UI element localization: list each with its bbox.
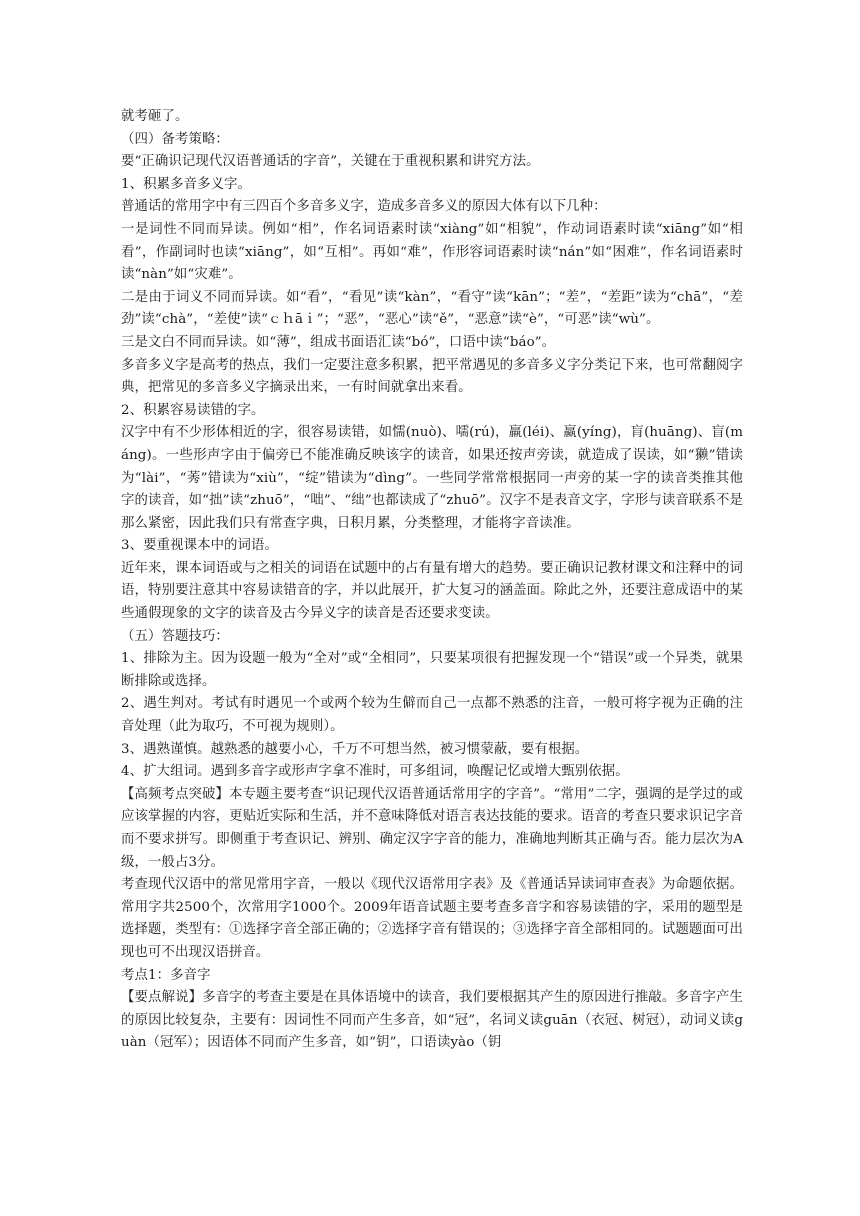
paragraph: 汉字中有不少形体相近的字，很容易读错，如懦(nuò)、嚅(rú)，羸(léi)、赢(yíng)，肓(huāng)、盲(máng)。一些形声字由于偏旁已不能准确反映该字的读音，如果还按声旁读，就造成了误读，如“獭”错读为“lài”，“莠”错读为“xiù”，“绽”错读为“dìng”。一些同学常常根据同一声旁的某一字的读音类推其他字的读音，如“拙”读“zhuō”，“咄”、“绌”也都读成了“zhuō”。汉字不是表音文字，字形与读音联系不是那么紧密，因此我们只有常查字典，日积月累，分类整理，才能将字音读准。	[121, 425, 743, 531]
subheading: 3、要重视课本中的词语。	[121, 538, 279, 554]
section-heading-tips: （五）答题技巧：	[121, 628, 229, 644]
list-item: 1、排除为主。因为设题一般为“全对”或“全相同”，只要某项很有把握发现一个“错误”或一个异类，就果断排除或选择。	[121, 651, 743, 689]
list-item: 3、遇熟谨慎。越熟悉的越要小心，千万不可想当然，被习惯蒙蔽，要有根据。	[121, 741, 589, 757]
paragraph: 【高频考点突破】本专题主要考查“识记现代汉语普通话常用字的字音”。“常用”二字，强调的是学过的或应该掌握的内容，更贴近实际和生活，并不意味降低对语言表达技能的要求。语音的考查只要求识记字音而不要求拼写。即侧重于考查识记、辨别、确定汉字字音的能力，准确地判断其正确与否。能力层次为A级，一般占3分。	[121, 786, 743, 870]
paragraph: 三是文白不同而异读。如“薄”，组成书面语汇读“bó”，口语中读“báo”。	[121, 334, 556, 350]
paragraph: 【要点解说】多音字的考查主要是在具体语境中的读音，我们要根据其产生的原因进行推敲。多音字产生的原因比较复杂，主要有：因词性不同而产生多音，如“冠”，名词义读guān（衣冠、树冠），动词义读guàn（冠军）；因语体不同而产生多音，如“钥”，口语读yào（钥	[121, 990, 743, 1051]
paragraph: 普通话的常用字中有三四百个多音多义字，造成多音多义的原因大体有以下几种：	[121, 199, 607, 215]
document-body	[121, 106, 743, 1055]
paragraph: 近年来，课本词语或与之相关的词语在试题中的占有量有增大的趋势。要正确识记教材课文和注释中的词语，特别要注意其中容易读错音的字，并以此展开，扩大复习的涵盖面。除此之外，还要注意成语中的某些通假现象的文字的读音及古今异义字的读音是否还要求变读。	[121, 560, 743, 622]
subheading: 2、积累容易读错的字。	[121, 402, 265, 418]
paragraph: 多音多义字是高考的热点，我们一定要注意多积累，把平常遇见的多音多义字分类记下来，也可常翻阅字典，把常见的多音多义字摘录出来，一有时间就拿出来看。	[121, 357, 743, 396]
paragraph: 要“正确识记现代汉语普通话的字音”，关键在于重视积累和讲究方法。	[121, 154, 540, 170]
subheading: 考点1：多音字	[121, 967, 211, 983]
list-item: 2、遇生判对。考试有时遇见一个或两个较为生僻而自己一点都不熟悉的注音，一般可将字视为正确的注音处理（此为取巧，不可视为规则）。	[121, 696, 743, 735]
paragraph-continuation: 就考砸了。	[121, 109, 189, 124]
list-item: 4、扩大组词。遇到多音字或形声字拿不准时，可多组词，唤醒记忆或增大甄别依据。	[121, 764, 629, 780]
paragraph: 考查现代汉语中的常见常用字音，一般以《现代汉语常用字表》及《普通话异读词审查表》为命题依据。常用字共2500个，次常用字1000个。2009年语音试题主要考查多音字和容易读错的字，采用的题型是选择题，类型有：①选择字音全部正确的；②选择字音有错误的；③选择字音全部相同的。试题题面可出现也可不出现汉语拼音。	[121, 877, 743, 960]
paragraph: 一是词性不同而异读。例如“相”，作名词语素时读“xiàng”如“相貌”，作动词语素时读“xiāng”如“相看”，作副词时也读“xiāng”，如“互相”。再如“难”，作形容词语素时读“nán”如“困难”，作名词语素时读“nàn”如“灾难”。	[121, 221, 743, 283]
subheading: 1、积累多音多义字。	[121, 176, 252, 192]
paragraph: 二是由于词义不同而异读。如“看”，“看见”读“kàn”，“看守”读“kān”；“差”，“差距”读为“chā”，“差劲”读“chà”，“差使”读“ｃｈāｉ”；“恶”，“恶心”读“ě”，“恶意”读“è”，“可恶”读“wù”。	[121, 289, 743, 328]
section-heading-strategy: （四）备考策略：	[121, 131, 229, 147]
